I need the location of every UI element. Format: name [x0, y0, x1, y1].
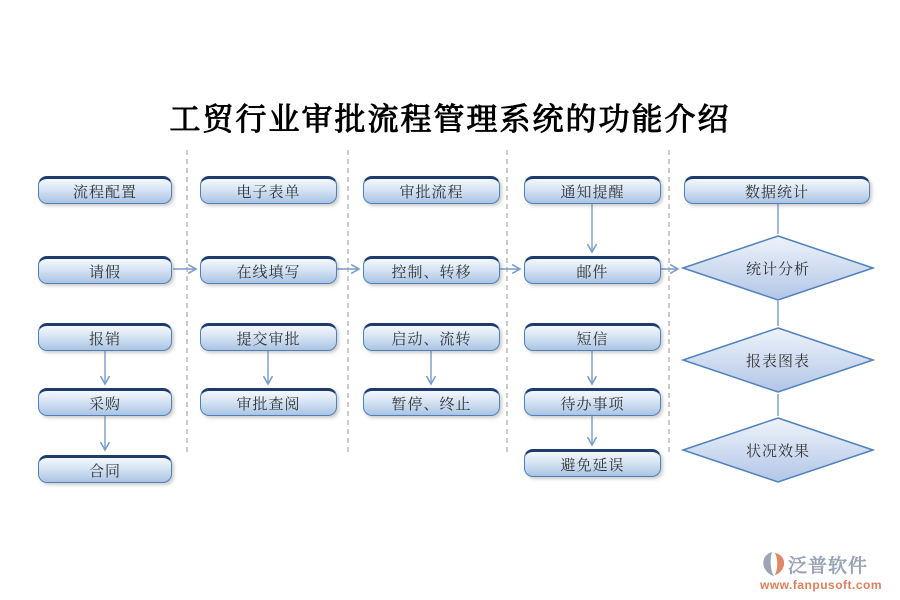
page-title: 工贸行业审批流程管理系统的功能介绍 — [169, 102, 731, 137]
node-todo-items — [524, 388, 661, 416]
node-label: 控制、转移 — [391, 263, 472, 281]
brand-name: 泛普软件 — [788, 555, 869, 577]
node-label: 短信 — [576, 330, 609, 348]
node-status-effect — [681, 417, 875, 483]
node-label: 统计分析 — [745, 260, 810, 278]
node-approval-review — [200, 388, 337, 416]
node-online-fill — [200, 256, 337, 284]
node-avoid-delay — [524, 449, 661, 477]
node-label: 提交审批 — [236, 330, 301, 348]
node-label: 审批查阅 — [236, 395, 301, 413]
node-purchase — [38, 388, 172, 416]
watermark — [760, 550, 892, 592]
node-label: 数据统计 — [744, 183, 809, 201]
node-leave — [38, 256, 172, 284]
node-reimbursement — [38, 323, 172, 351]
node-process-config — [38, 176, 172, 204]
node-label: 请假 — [88, 263, 121, 281]
node-label: 待办事项 — [560, 395, 625, 413]
node-report-chart — [681, 327, 875, 393]
node-approval-flow — [363, 176, 500, 204]
node-label: 报销 — [88, 330, 121, 348]
node-label: 合同 — [88, 462, 121, 480]
node-email — [524, 256, 661, 284]
brand-url: www.fanpusoft.com — [760, 578, 883, 592]
node-label: 邮件 — [576, 263, 609, 281]
node-label: 暂停、终止 — [391, 395, 472, 413]
node-stats-analysis — [681, 235, 875, 301]
node-label: 流程配置 — [72, 183, 137, 201]
node-pause-terminate — [363, 388, 500, 416]
node-submit-approval — [200, 323, 337, 351]
node-start-flow — [363, 323, 500, 351]
node-sms — [524, 323, 661, 351]
node-label: 审批流程 — [399, 183, 464, 201]
node-label: 报表图表 — [745, 352, 810, 370]
node-contract — [38, 455, 172, 483]
node-control-transfer — [363, 256, 500, 284]
node-notification — [524, 176, 661, 204]
node-label: 通知提醒 — [560, 183, 625, 201]
node-label: 启动、流转 — [391, 330, 472, 348]
fanpu-logo-icon — [760, 550, 788, 578]
node-label: 避免延误 — [560, 456, 625, 474]
node-label: 状况效果 — [745, 442, 810, 460]
node-electronic-form — [200, 176, 337, 204]
node-label: 电子表单 — [236, 183, 301, 201]
node-data-statistics — [684, 176, 870, 204]
node-label: 在线填写 — [236, 263, 301, 281]
node-label: 采购 — [88, 395, 121, 413]
